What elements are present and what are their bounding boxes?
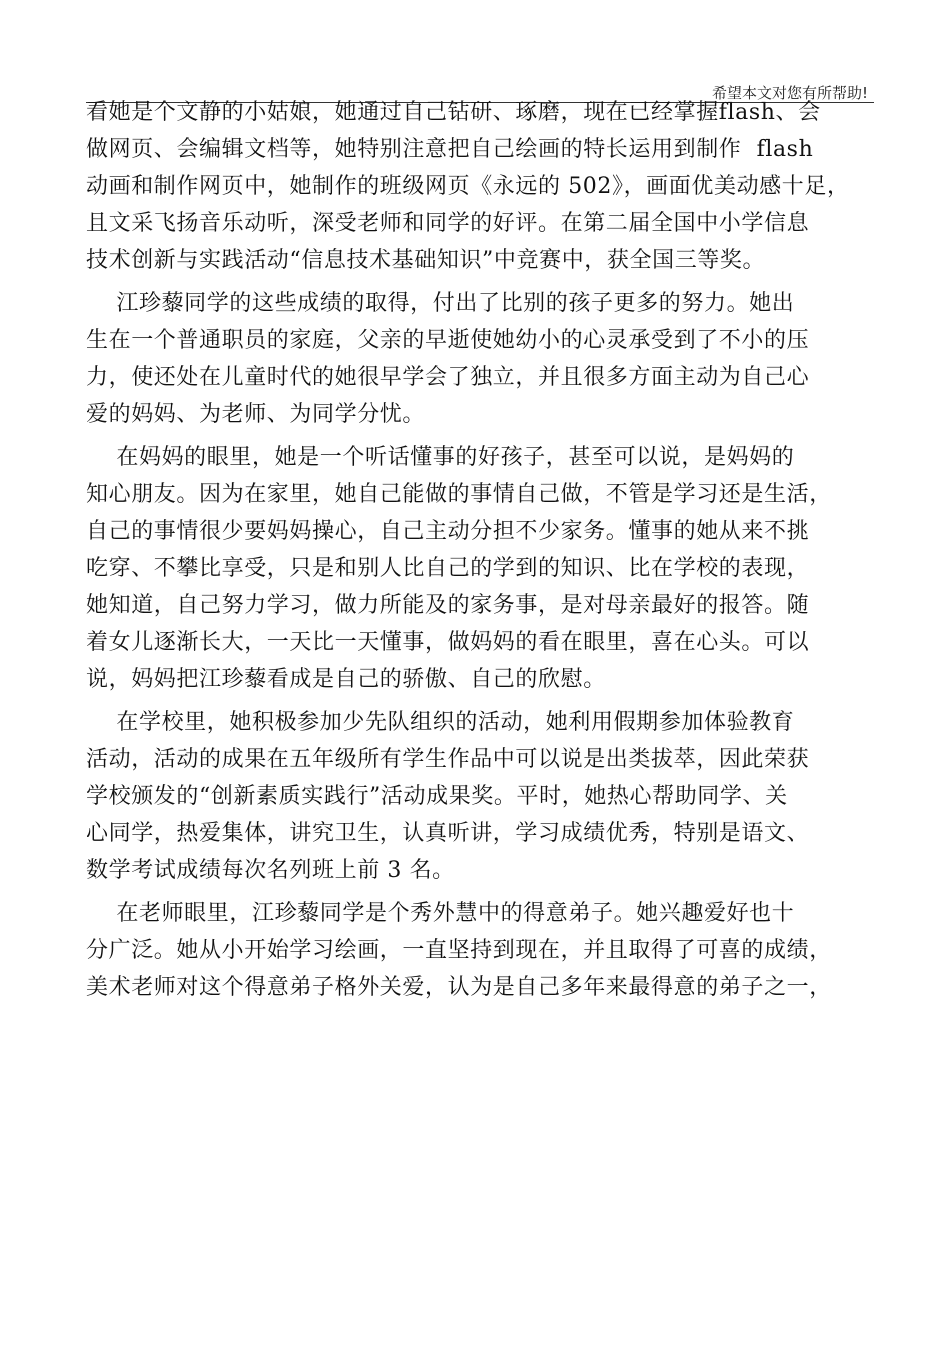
text-line: 活动，活动的成果在五年级所有学生作品中可以说是出类拔萃，因此荣获 [86, 747, 810, 772]
text-line: 做网页、会编辑文档等，她特别注意把自己绘画的特长运用到制作 flash [86, 137, 814, 162]
text-line: 心同学，热爱集体，讲究卫生，认真听讲，学习成绩优秀，特别是语文、 [86, 821, 810, 846]
text-line: 看她是个文静的小姑娘，她通过自己钻研、琢磨，现在已经掌握flash、会 [86, 100, 821, 125]
text-line: 爱的妈妈、为老师、为同学分忧。 [86, 402, 426, 427]
text-line: 吃穿、不攀比享受，只是和别人比自己的学到的知识、比在学校的表现， [86, 556, 810, 581]
page-header-note: 希望本文对您有所帮助! [711, 84, 868, 102]
text-line: 数学考试成绩每次名列班上前 3 名。 [86, 858, 455, 883]
text-line: 动画和制作网页中，她制作的班级网页《永远的 502》，画面优美动感十足， [86, 174, 850, 199]
paragraph-first-line: 江珍藜同学的这些成绩的取得，付出了比别的孩子更多的努力。她出 [86, 291, 795, 316]
text-line: 知心朋友。因为在家里，她自己能做的事情自己做，不管是学习还是生活， [86, 482, 832, 507]
text-line: 说，妈妈把江珍藜看成是自己的骄傲、自己的欣慰。 [86, 667, 606, 692]
document-body [86, 94, 866, 1006]
paragraph-first-line: 在妈妈的眼里，她是一个听话懂事的好孩子，甚至可以说，是妈妈的 [86, 445, 795, 470]
text-line: 着女儿逐渐长大，一天比一天懂事，做妈妈的看在眼里，喜在心头。可以 [86, 630, 810, 655]
paragraph-first-line: 在老师眼里，江珍藜同学是个秀外慧中的得意弟子。她兴趣爱好也十 [86, 901, 795, 926]
text-line: 美术老师对这个得意弟子格外关爱，认为是自己多年来最得意的弟子之一， [86, 975, 832, 1000]
text-line: 生在一个普通职员的家庭，父亲的早逝使她幼小的心灵承受到了不小的压 [86, 328, 810, 353]
text-line: 分广泛。她从小开始学习绘画，一直坚持到现在，并且取得了可喜的成绩， [86, 938, 832, 963]
text-line: 技术创新与实践活动“信息技术基础知识”中竞赛中，获全国三等奖。 [86, 248, 766, 273]
text-line: 她知道，自己努力学习，做力所能及的家务事，是对母亲最好的报答。随 [86, 593, 810, 618]
text-line: 学校颁发的“创新素质实践行”活动成果奖。平时，她热心帮助同学、关 [86, 784, 788, 809]
text-line: 力，使还处在儿童时代的她很早学会了独立，并且很多方面主动为自己心 [86, 365, 810, 390]
text-line: 自己的事情很少要妈妈操心，自己主动分担不少家务。懂事的她从来不挑 [86, 519, 810, 544]
paragraph-first-line: 在学校里，她积极参加少先队组织的活动，她利用假期参加体验教育 [86, 710, 795, 735]
text-line: 且文采飞扬音乐动听，深受老师和同学的好评。在第二届全国中小学信息 [86, 211, 810, 236]
